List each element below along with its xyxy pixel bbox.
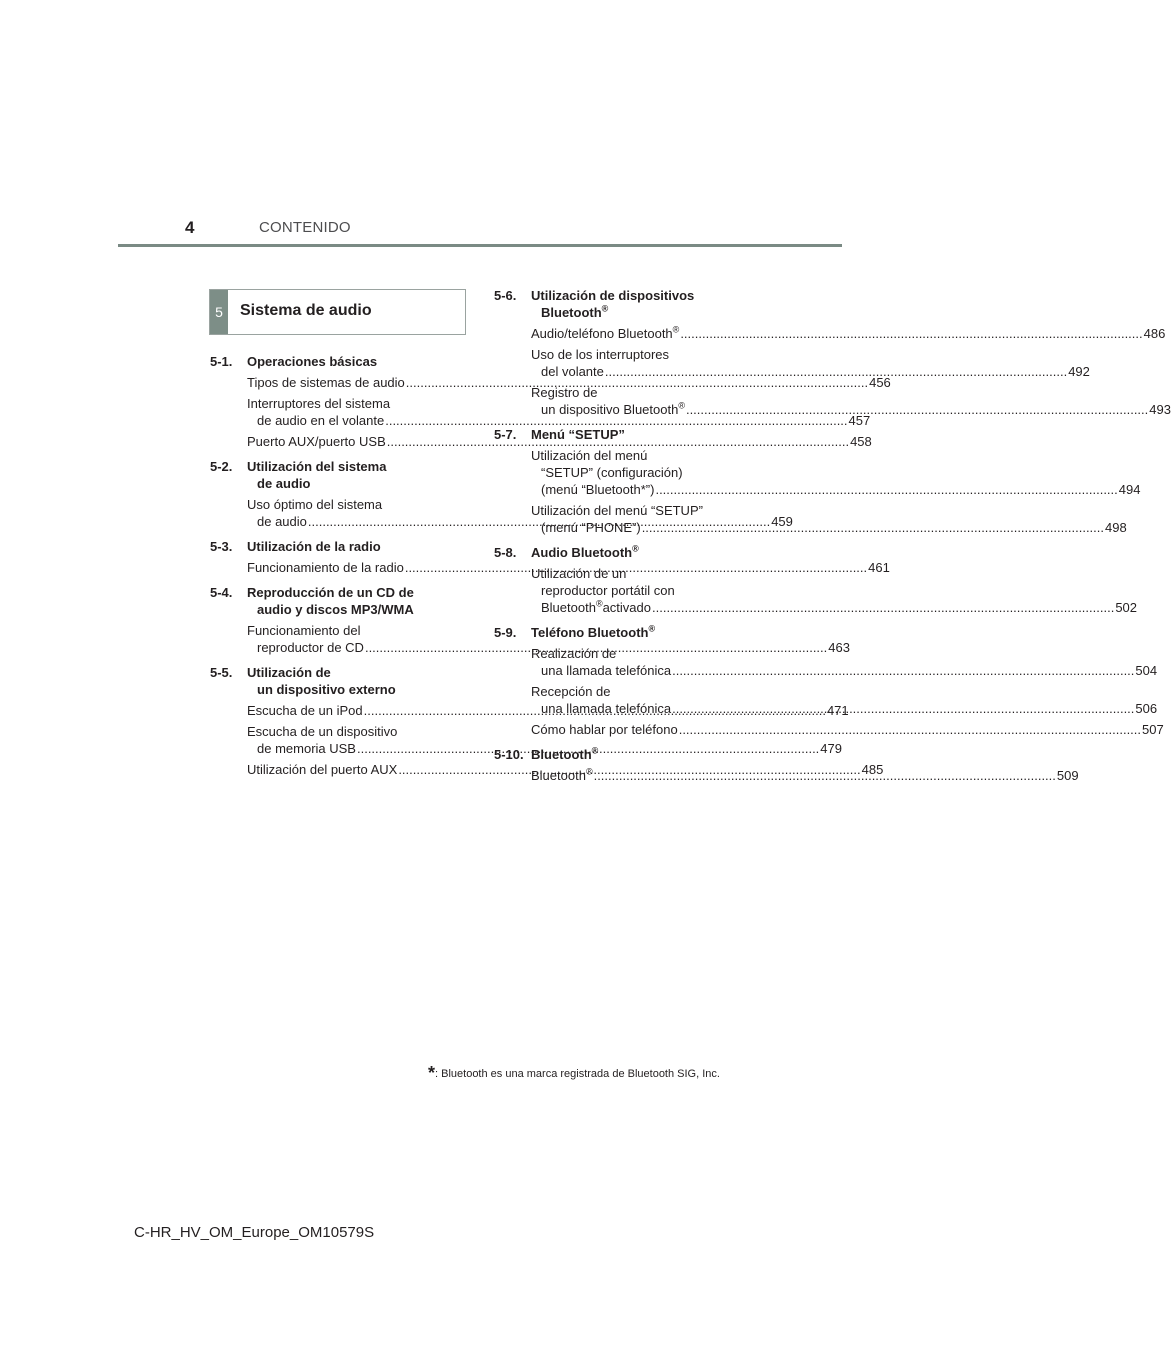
toc-entry-line: Utilización del menú “SETUP” [531,503,703,518]
toc-entry-line: reproductor portátil con [541,583,675,598]
toc-entry-text: Cómo hablar por teléfono [531,722,678,737]
toc-section-5-2[interactable] [210,458,458,492]
toc-entry-text: (menú “Bluetooth*”) [541,482,655,497]
toc-section-title-cont: Bluetooth [541,305,602,320]
registered-mark: ® [672,324,680,335]
section-heading-box [209,289,466,335]
toc-section-5-7[interactable] [494,426,742,443]
section-title: Sistema de audio [240,302,372,319]
leader-dots [642,520,1104,535]
leader-dots [594,767,1056,784]
toc-entry-line: Funcionamiento del [247,623,361,638]
leader-dots [672,701,1134,716]
toc-section-title: Utilización de dispositivos [531,288,695,303]
toc-section-5-8[interactable] [494,544,742,561]
toc-page-number: 461 [868,560,890,575]
toc-section-5-6[interactable] [494,287,742,321]
toc-page-number: 502 [1115,600,1138,615]
section-number-tab: 5 [210,290,228,334]
toc-section-title: Bluetooth [531,747,592,762]
toc-entry-text: de audio [257,514,307,529]
toc-page-number: 485 [861,762,884,777]
toc-entry-line: Realización de [531,646,617,661]
toc-section-title: Utilización de la radio [247,539,381,554]
toc-entry-text: una llamada telefónica [541,663,672,678]
toc-entry-text: Utilización del puerto AUX [247,762,398,777]
toc-entry-line: Interruptores del sistema [247,396,391,411]
toc-section-5-9[interactable] [494,624,742,641]
toc-page-number: 463 [828,640,850,655]
toc-page-number: 459 [771,514,793,529]
toc-entry-line: Uso de los interruptores [531,347,670,362]
leader-dots [686,402,1148,417]
toc-section-5-1[interactable] [210,353,458,370]
toc-page-number: 457 [848,413,871,428]
toc-section-title: Audio Bluetooth [531,545,633,560]
toc-entry-line: Registro de [531,385,598,400]
registered-mark: ® [601,303,609,314]
toc-section-number: 5-9. [494,625,517,640]
leader-dots [680,325,1142,342]
leader-dots [655,482,1117,497]
toc-entry-line: “SETUP” (configuración) [541,465,683,480]
header-rule [118,244,842,247]
registered-mark: ® [678,400,685,411]
registered-mark: ® [632,543,639,554]
leader-dots [652,600,1114,615]
toc-section-title: Teléfono Bluetooth [531,625,649,640]
toc-entry-text: de memoria USB [257,741,356,756]
toc-page-number: 458 [850,434,872,449]
toc-entry-text: una llamada telefónica [541,701,672,716]
registered-mark: ® [595,598,603,609]
toc-entry[interactable] [494,384,1171,418]
toc-page-number: 456 [869,375,891,390]
toc-section-number: 5-6. [494,288,517,303]
toc-section-title-cont: audio y discos MP3/WMA [257,602,414,617]
toc-section-5-4[interactable] [210,584,458,618]
toc-section-title: Operaciones básicas [247,354,378,369]
toc-page-number: 506 [1135,701,1158,716]
toc-section-title: Utilización del sistema [247,459,387,474]
registered-mark: ® [591,745,599,756]
toc-entry-line: Utilización del menú [531,448,648,463]
toc-section-title: Menú “SETUP” [531,427,625,442]
toc-entry-text: activado [602,600,651,615]
page-number: 4 [185,218,195,237]
toc-page-number: 509 [1056,768,1079,783]
toc-section-5-5[interactable] [210,664,458,698]
toc-entry[interactable] [210,374,891,391]
footnote-asterisk: * [428,1063,436,1083]
toc-page-number: 498 [1105,520,1127,535]
toc-section-number: 5-1. [210,354,233,369]
footnote-text: : Bluetooth es una marca registrada de Bluetooth SIG, Inc. [435,1068,720,1080]
toc-page-number: 493 [1149,402,1171,417]
toc-entry-text: Bluetooth [531,768,586,783]
toc-page-number: 507 [1142,722,1164,737]
toc-entry-text: reproductor de CD [257,640,364,655]
toc-entry-text: un dispositivo Bluetooth [541,402,679,417]
toc-section-number: 5-5. [210,665,233,680]
toc-page-number: 492 [1068,364,1090,379]
toc-page-number: 486 [1143,326,1166,341]
toc-section-number: 5-7. [494,427,517,442]
toc-entry-text: Funcionamiento de la radio [247,560,404,575]
toc-entry-text: Escucha de un iPod [247,703,363,718]
toc-section-title-cont: un dispositivo externo [257,682,396,697]
toc-section-number: 5-2. [210,459,233,474]
toc-entry-text: Tipos de sistemas de audio [247,375,405,390]
toc-page-number: 494 [1118,482,1141,497]
toc-page-number: 479 [820,741,842,756]
toc-entry[interactable] [494,346,1090,380]
toc-entry-text: (menú “PHONE”) [541,520,641,535]
toc-section-number: 5-10. [494,747,524,762]
toc-section-title: Utilización de [247,665,331,680]
toc-entry-text: de audio en el volante [257,413,385,428]
toc-entry-line: Utilización de un [531,566,627,581]
footer-document-code: C-HR_HV_OM_Europe_OM10579S [134,1224,375,1241]
leader-dots [679,721,1141,738]
toc-entry[interactable] [494,447,1141,498]
leader-dots [605,364,1067,379]
footnote [428,1063,720,1084]
toc-entry-line: Escucha de un dispositivo [247,724,398,739]
toc-section-number: 5-8. [494,545,517,560]
header-title: CONTENIDO [259,219,351,236]
toc-section-title: Reproducción de un CD de [247,585,414,600]
toc-entry[interactable] [494,721,1164,738]
toc-section-5-10[interactable] [494,746,742,763]
toc-page-number: 471 [826,703,849,718]
registered-mark: ® [585,766,593,777]
toc-section-number: 5-4. [210,585,233,600]
toc-entry-text: del volante [541,364,604,379]
toc-section-5-3[interactable] [210,538,458,555]
toc-entry-text: Audio/teléfono Bluetooth [531,326,673,341]
toc-section-title-cont: de audio [257,476,311,491]
toc-entry-line: Recepción de [531,684,611,699]
toc-section-number: 5-3. [210,539,233,554]
toc-entry-line: Uso óptimo del sistema [247,497,383,512]
toc-entry[interactable] [494,324,1166,342]
toc-page-number: 504 [1135,663,1158,678]
leader-dots [672,663,1134,678]
registered-mark: ® [648,623,656,634]
toc-entry-text: Puerto AUX/puerto USB [247,434,386,449]
toc-entry-text: Bluetooth [541,600,596,615]
